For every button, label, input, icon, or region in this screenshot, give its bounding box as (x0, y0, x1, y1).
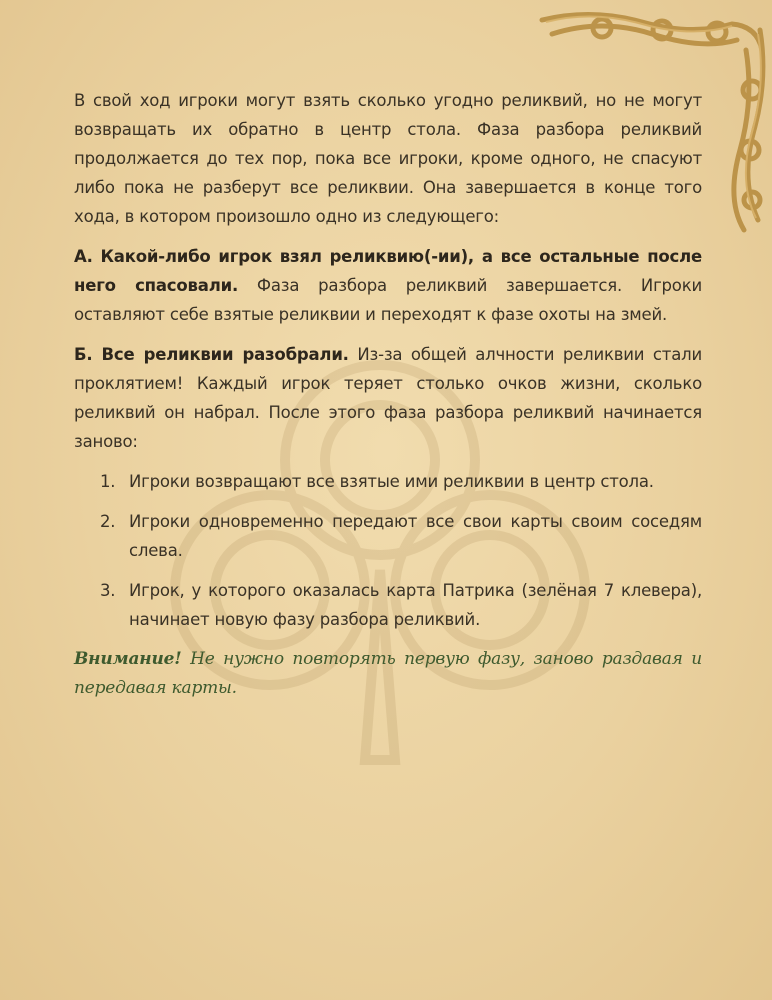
step-text: Игроки одновременно передают все свои карты своим соседям слева. (129, 512, 702, 560)
list-item (74, 507, 702, 565)
attention-text: Не нужно повторять первую фазу, заново раздавая и передавая карты. (74, 649, 702, 698)
case-b-label: Б. Все реликвии разобрали. (74, 345, 349, 364)
rules-text-column (74, 86, 702, 714)
case-b-paragraph (74, 340, 702, 456)
case-a-paragraph (74, 242, 702, 329)
list-item (74, 576, 702, 634)
case-a-label: А. Какой-либо игрок взял реликвию(-ии), а все остальные после него спасовали. (74, 247, 702, 295)
step-text: Игрок, у которого оказалась карта Патрика (зелёная 7 клевера), начинает новую фазу разбора реликвий. (129, 581, 702, 629)
step-number: 3. (100, 581, 116, 600)
step-number: 1. (100, 472, 116, 491)
case-b-text: Из-за общей алчности реликвии стали проклятием! Каждый игрок теряет столько очков жизни, сколько реликвий он набрал. После этого фаза разбора реликвий начинается заново: (74, 345, 702, 451)
case-a-text: Фаза разбора реликвий завершается. Игроки оставляют себе взятые реликвии и переходят к фазе охоты на змей. (74, 276, 702, 324)
attention-label: Внимание! (74, 649, 182, 669)
attention-note (74, 645, 702, 703)
step-text: Игроки возвращают все взятые ими реликвии в центр стола. (129, 472, 654, 491)
step-number: 2. (100, 512, 116, 531)
restart-steps-list (74, 467, 702, 634)
list-item (74, 467, 702, 496)
intro-paragraph: В свой ход игроки могут взять сколько угодно реликвий, но не могут возвращать их обратно в центр стола. Фаза разбора реликвий продолжается до тех пор, пока все игроки, кроме одного, не спасуют либо пока не разберут все реликвии. Она завершается в конце того хода, в котором произошло одно из следующего: (74, 91, 702, 226)
